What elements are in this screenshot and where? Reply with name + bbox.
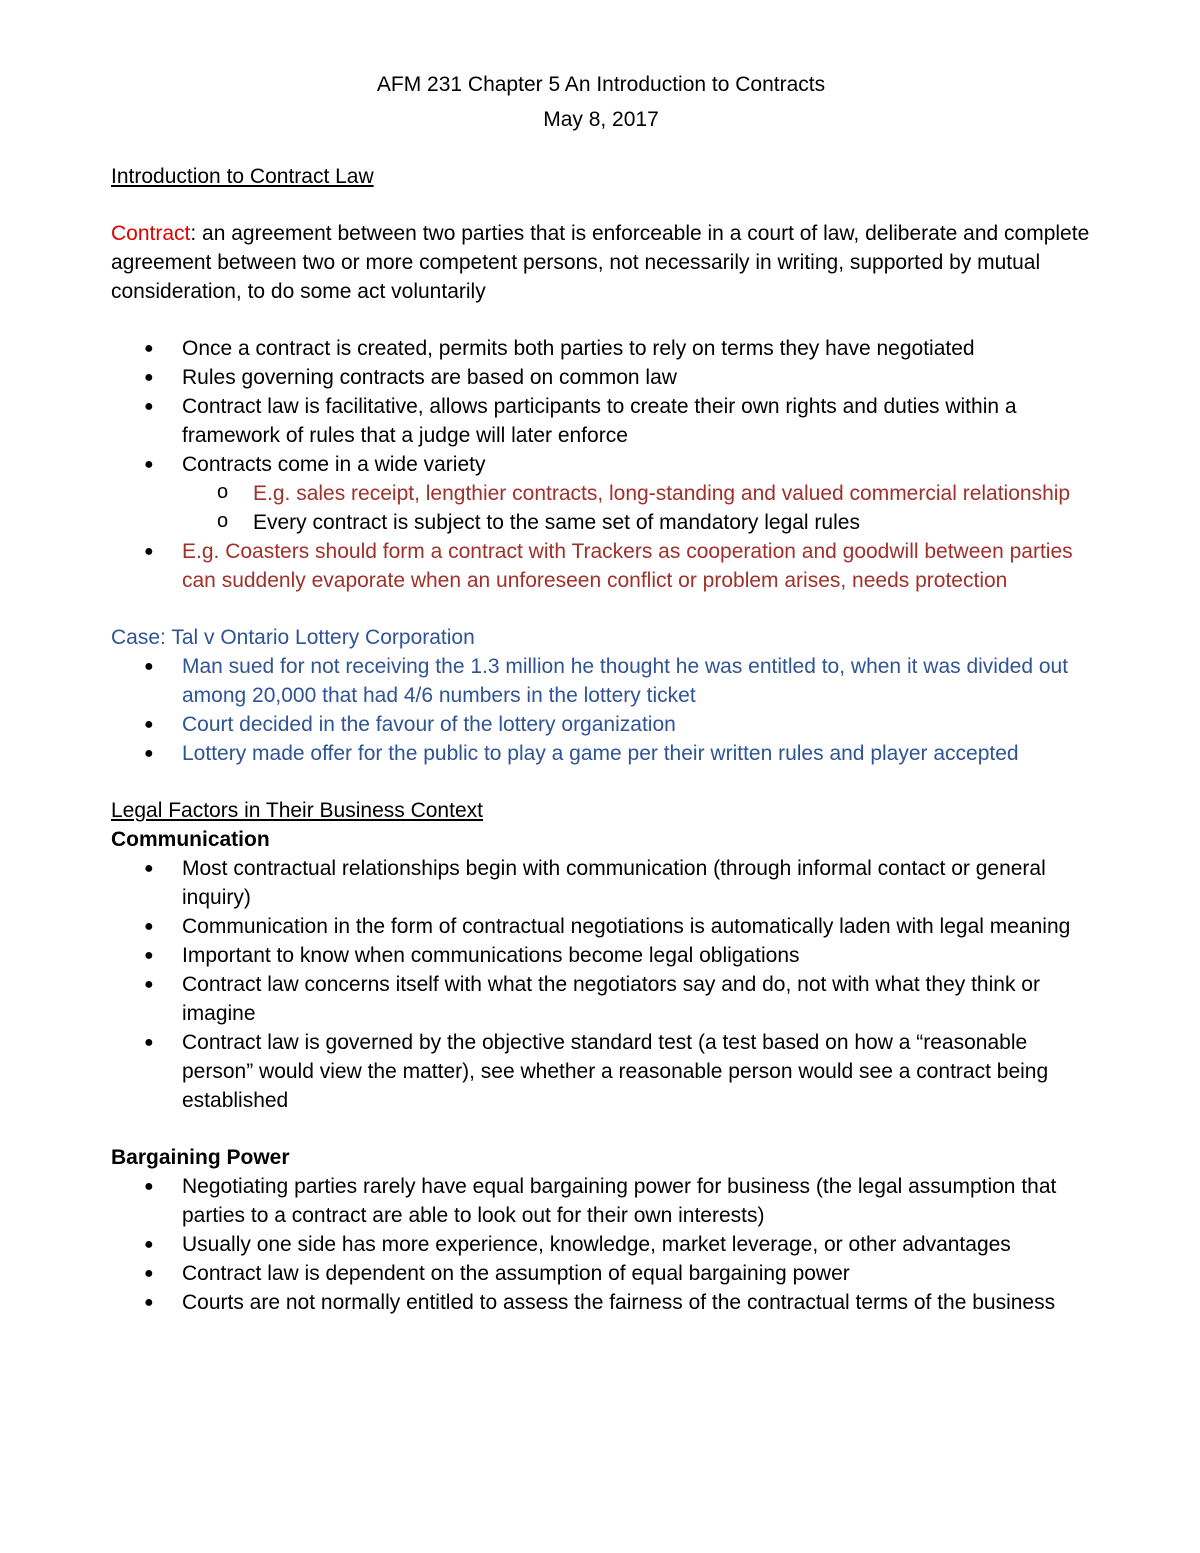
- bullet-icon: ●: [144, 1236, 154, 1253]
- list-item-text: Rules governing contracts are based on common law: [182, 366, 677, 389]
- list-item-text: Negotiating parties rarely have equal bargaining power for business (the legal assumption that parties to a contract are able to look out for their own interests): [182, 1175, 1057, 1227]
- bullet-icon: ●: [144, 1294, 154, 1311]
- list-item-text: Communication in the form of contractual negotiations is automatically laden with legal meaning: [182, 915, 1071, 938]
- list-item: [111, 1172, 1091, 1230]
- sub-list-item: [111, 479, 1091, 508]
- sub-bullet-list: [111, 479, 1091, 537]
- bullet-icon: ●: [144, 860, 154, 877]
- list-item-text: Contract law is dependent on the assumption of equal bargaining power: [182, 1262, 850, 1285]
- list-item: [111, 1288, 1091, 1317]
- list-item-text: Contract law is governed by the objective standard test (a test based on how a “reasonable person” would view the matter), see whether a reasonable person would see a contract being established: [182, 1031, 1049, 1112]
- list-item: [111, 1028, 1091, 1115]
- bullet-icon: ●: [144, 340, 154, 357]
- contract-definition: [111, 219, 1091, 306]
- bullet-icon: ●: [144, 1178, 154, 1195]
- bullet-icon: ●: [144, 369, 154, 386]
- list-item-text: Lottery made offer for the public to play a game per their written rules and player accepted: [182, 742, 1019, 765]
- list-item: [111, 739, 1091, 768]
- definition-term: Contract: [111, 222, 191, 245]
- list-item-text: Man sued for not receiving the 1.3 million he thought he was entitled to, when it was divided out among 20,000 that had 4/6 numbers in the lottery ticket: [182, 655, 1069, 707]
- section-heading-legal-factors: Legal Factors in Their Business Context: [111, 799, 483, 822]
- section-heading-intro: Introduction to Contract Law: [111, 165, 374, 188]
- list-item-text: Usually one side has more experience, knowledge, market leverage, or other advantages: [182, 1233, 1011, 1256]
- list-item-text: Important to know when communications become legal obligations: [182, 944, 800, 967]
- list-item-text: Courts are not normally entitled to assess the fairness of the contractual terms of the business: [182, 1291, 1056, 1314]
- bullet-icon: ●: [144, 918, 154, 935]
- sub-list-item-text: Every contract is subject to the same set of mandatory legal rules: [253, 511, 860, 534]
- list-item: [111, 854, 1091, 912]
- sub-list-item-text: E.g. sales receipt, lengthier contracts, long-standing and valued commercial relationship: [253, 482, 1071, 505]
- intro-bullet-list: [111, 334, 1091, 595]
- definition-text: : an agreement between two parties that is enforceable in a court of law, deliberate and complete agreement between two or more competent persons, not necessarily in writing, supported by mutual consideration, to do some act voluntarily: [111, 222, 1090, 303]
- subheading-communication: Communication: [111, 828, 270, 851]
- bullet-icon: ●: [144, 1265, 154, 1282]
- list-item: [111, 710, 1091, 739]
- bullet-icon: ●: [144, 745, 154, 762]
- list-item-text: Contracts come in a wide variety: [182, 453, 486, 476]
- list-item: [111, 334, 1091, 363]
- list-item: [111, 450, 1091, 537]
- bullet-icon: ●: [144, 947, 154, 964]
- bullet-icon: ●: [144, 456, 154, 473]
- list-item: [111, 652, 1091, 710]
- document-date: May 8, 2017: [543, 108, 659, 131]
- communication-bullet-list: [111, 854, 1091, 1115]
- bullet-icon: ●: [144, 543, 154, 560]
- list-item: [111, 363, 1091, 392]
- list-item-text: Contract law concerns itself with what the negotiators say and do, not with what they think or imagine: [182, 973, 1040, 1025]
- list-item: [111, 1259, 1091, 1288]
- list-item: [111, 970, 1091, 1028]
- list-item-text: Once a contract is created, permits both parties to rely on terms they have negotiated: [182, 337, 975, 360]
- case-heading: Case: Tal v Ontario Lottery Corporation: [111, 626, 475, 649]
- hollow-bullet-icon: o: [217, 510, 229, 532]
- list-item-text: Contract law is facilitative, allows participants to create their own rights and duties within a framework of rules that a judge will later enforce: [182, 395, 1017, 447]
- bullet-icon: ●: [144, 1034, 154, 1051]
- bullet-icon: ●: [144, 976, 154, 993]
- bullet-icon: ●: [144, 658, 154, 675]
- document-title: AFM 231 Chapter 5 An Introduction to Contracts: [376, 73, 826, 96]
- list-item-text: Most contractual relationships begin with communication (through informal contact or general inquiry): [182, 857, 1046, 909]
- list-item-text: E.g. Coasters should form a contract with Trackers as cooperation and goodwill between parties can suddenly evaporate when an unforeseen conflict or problem arises, needs protection: [182, 540, 1073, 592]
- hollow-bullet-icon: o: [217, 481, 229, 503]
- bullet-icon: ●: [144, 398, 154, 415]
- list-item: [111, 941, 1091, 970]
- bullet-icon: ●: [144, 716, 154, 733]
- case-bullet-list: [111, 652, 1091, 768]
- list-item-text: Court decided in the favour of the lottery organization: [182, 713, 676, 736]
- list-item: [111, 912, 1091, 941]
- subheading-bargaining-power: Bargaining Power: [111, 1146, 290, 1169]
- document-body: [111, 70, 1091, 1317]
- bargaining-bullet-list: [111, 1172, 1091, 1317]
- list-item: [111, 1230, 1091, 1259]
- list-item: [111, 537, 1091, 595]
- sub-list-item: [111, 508, 1091, 537]
- list-item: [111, 392, 1091, 450]
